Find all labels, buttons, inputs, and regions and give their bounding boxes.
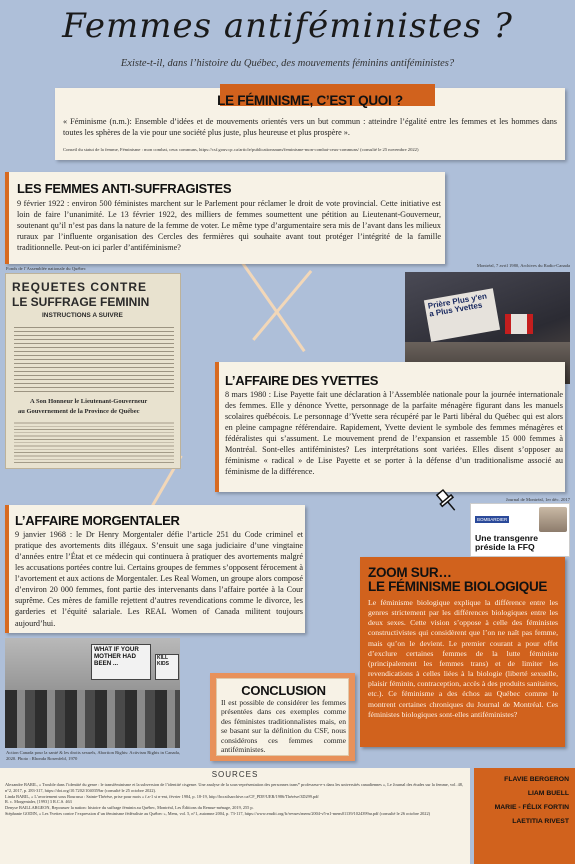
petition-footer-lines xyxy=(14,420,174,464)
yvettes-sign xyxy=(424,288,500,342)
news-tag: BOMBARDIER xyxy=(477,517,508,522)
yvettes-panel xyxy=(215,362,565,492)
conclusion-heading: CONCLUSION xyxy=(241,683,326,698)
news-clipping xyxy=(470,503,570,557)
suffragistes-panel xyxy=(5,172,445,264)
protest-crowd xyxy=(5,690,180,748)
petition-line5: au Gouvernement de la Province de Québec xyxy=(18,408,140,415)
feminisme-panel xyxy=(55,88,565,160)
news-portrait xyxy=(539,507,567,532)
suffragistes-text: 9 février 1922 : environ 500 féministes marchent sur le Parlement pour réclamer le droit de vote provincial. Cette initiative est loin de faire l’unanimité. Le 13 février 1922, des milliers de femmes soumettent une pétition au Lieutenant-Gouverneur, soutenant qu’il n’est pas dans la nature de la femme de voter. Le même type d’argumentaire sera mis de l’avant dans les milieux ruraux par l’influente organisation des Cercles des fermières qui souhaite avant tout protéger l’intégrité de la famille traditionnelle. Peut-on ici parler d’antiféminisme? xyxy=(17,199,441,253)
petition-line2: LE SUFFRAGE FEMININ xyxy=(12,295,150,309)
source-item: Denyse BAILLARGEON, Repousser la nation: histoire du suffrage féminin au Québec, Montréal, Les Éditions du Remue-ménage, 2019, 255 p. xyxy=(5,805,254,811)
petition-body-lines xyxy=(14,324,174,394)
yvettes-text: 8 mars 1980 : Lise Payette fait une déclaration à l’Assemblée nationale pour la journée internationale des femmes. Elle y dénonce Yvette, personnage de la parfaite ménagère figurant dans les manuels scolaires québécois. Le personnage d’Yvette sera récupéré par le Parti libéral du Québec qui est alors en pleine campagne référendaire. Rapidement, Yvette devient le symbole des femmes ménagères et fédéralistes qui s’assument. Le mouvement prend de l’expansion et rassemble 15 000 femmes à Montréal. Sont-elles antiféministes? Les interprétations sont variées. Elles disent s’opposer au féminisme « radical » de Lise Payette et se porter à la défense d’un traditionalisme associé au féminisme de la différence. xyxy=(225,390,563,477)
page-subtitle: Existe-t-il, dans l’histoire du Québec, des mouvements féminins antiféministes? xyxy=(120,58,455,69)
source-item: Linda BARIL, « L’avortement sous Bourassa : Sainte-Thérèse, prise pour mois « f.a-1 si n-ent, février 1984, p. 18-19, http://bcrailsarchive.ca/CF_PDF/UER/1986/Thérèse/3D299.pdf xyxy=(5,793,319,799)
suffragistes-heading: LES FEMMES ANTI-SUFFRAGISTES xyxy=(17,181,232,196)
protest-sign-1-text: WHAT IF YOUR MOTHER HAD BEEN ... xyxy=(94,646,139,667)
source-item: Stéphanie GODIN, « Les Yvettes contre l’expression d’un féminisme fédéraliste au Québec », Mens, vol. 5, n°1, automne 2004, p. 73-117, https://www.erudit.org/fr/revues/mens/2004-v5-n1-mens01139/1024399ar.pdf (consulté le 26 octobre 2022) xyxy=(5,810,431,816)
authors-panel xyxy=(474,768,575,864)
sources-list xyxy=(5,782,467,817)
protest-sign-1 xyxy=(91,644,151,680)
yvettes-heading: L’AFFAIRE DES YVETTES xyxy=(225,373,379,388)
zoom-heading-2: LE FÉMINISME BIOLOGIQUE xyxy=(368,579,548,594)
protest-caption: Action Canada pour la santé & les droits sexuels, Abortion Rights: Activism Rights in Canada, 2020. Photo : Rhonda Rosenfeld, 1970 xyxy=(6,750,181,761)
petition-line4: A Son Honneur le Lieutenant-Gouverneur xyxy=(30,398,148,405)
feminisme-source: Conseil du statut de la femme, Féminisme : mon combat, ceux communs, https://csf.gouv.qc.ca/article/publicationsnum/feminisme-mon-combat-ceux-communs/ (consulté le 25 novembre 2022) xyxy=(63,147,419,152)
source-item: Alexandre BARIL, « Trouble dans l’identité du genre : le transféminisme et la subversion de l’identité cisgenre. Une analyse de la sous-représentation des personnes trans* professeur-e-s dans les universités canadiennes », Le Journal des études sur la femme, vol. 48, n°2, 2017, p. 283-317, https://doi.org/10.7202/1040359ar (consulté le 25 octobre 2022). xyxy=(5,782,463,793)
connector-line xyxy=(240,260,306,352)
conclusion-inner xyxy=(216,678,349,756)
conclusion-panel xyxy=(210,673,355,761)
yvettes-sign-text: Prière Plus y'en a Plus Yvettes xyxy=(427,291,488,319)
yvettes-photo-caption: Montréal, 7 avril 1980, Archives du Radio-Canada xyxy=(476,263,570,268)
petition-image xyxy=(5,273,181,469)
sources-heading: SOURCES xyxy=(211,770,259,779)
feminisme-text: « Féminisme (n.m.): Ensemble d’idées et de mouvements orientés vers un but commun : atteindre l’égalité entre les femmes et les hommes dans toutes les sphères de la vie pour une société plus juste, plus heureuse et plus prospère ». xyxy=(63,117,557,138)
zoom-heading-1: ZOOM SUR… xyxy=(368,565,452,580)
news-caption: Journal de Montréal, 1er déc. 2017 xyxy=(505,497,570,502)
conclusion-text: Il est possible de considérer les femmes présentées dans ces exemples comme des féministes traditionnalistes mais, en se basant sur la définition du CSF, nous considérons ces femmes comme antiféministes. xyxy=(221,698,346,755)
petition-line3: INSTRUCTIONS A SUIVRE xyxy=(42,312,123,319)
feminisme-heading: LE FÉMINISME, C’EST QUOI ? xyxy=(217,93,403,108)
zoom-text: Le féminisme biologique explique la différence entre les genres strictement par les différences biologiques entre les deux sexes. Cette vision s’oppose à celle des féministes constructivistes qui considèrent que l’on ne naît pas femme, mais qu’on le devient. Le premier courant a pour effet d’exclure certaines femmes de la lutte féministe (principalement les femmes trans) et de limiter les revendications à celles liées à la biologie (liberté sexuelle, plaisir féminin, contraception, accès à des produits sanitaires, etc.). Ce féminisme a des échos au Québec comme le montrent certaines chroniques du Journal de Montréal. Ces féministes biologiques sont-elles antiféministes? xyxy=(368,598,558,719)
morgentaler-text: 9 janvier 1968 : le Dr Henry Morgentaler défie l’article 251 du Code criminel et pratique des avortements dits illégaux. S’ensuit une saga judiciaire d’une vingtaine d’années entre l’État et ce médecin qui continuera à pratiquer des avortements malgré les accusations portées contre lui. Certains groupes de femmes s’opposent férocement à l’avortement et aux actions de Morgentaler. Les Real Women, un groupe alors composé d’environ 20 000 femmes, font partie des intervenants dans l’affaire portée à la Cour suprême. Ces mères de famille rejettent d’autres revendications comme le divorce, les garderies et l’équité salariale. Les REAL Women of Canada militent toujours aujourd’hui. xyxy=(15,530,303,628)
author-name: MARIE - FÉLIX FORTIN xyxy=(494,804,569,811)
zoom-panel xyxy=(360,557,565,747)
source-item: R. c. Morgentaler, [1993] 3 R.C.S. 463 xyxy=(5,799,72,805)
petition-caption: Fonds de l’Assemblée nationale du Québec xyxy=(6,266,86,271)
protest-sign-2-text: KILL KIDS xyxy=(157,655,169,667)
petition-line1: REQUETES CONTRE xyxy=(12,280,148,294)
protest-sign-2 xyxy=(155,654,179,680)
protest-photo xyxy=(5,638,180,748)
page-title: Femmes antiféministes ? xyxy=(62,6,513,46)
pushpin-icon xyxy=(433,487,461,515)
author-name: FLAVIE BERGERON xyxy=(504,776,569,783)
author-name: LAETITIA RIVEST xyxy=(512,818,569,825)
morgentaler-heading: L’AFFAIRE MORGENTALER xyxy=(15,513,180,528)
news-headline: Une transgenre préside la FFQ xyxy=(475,533,539,553)
morgentaler-panel xyxy=(5,505,305,633)
flag-red xyxy=(505,314,533,334)
sources-panel xyxy=(0,768,470,864)
author-name: LIAM BUELL xyxy=(527,790,569,797)
connector-line xyxy=(252,270,312,341)
